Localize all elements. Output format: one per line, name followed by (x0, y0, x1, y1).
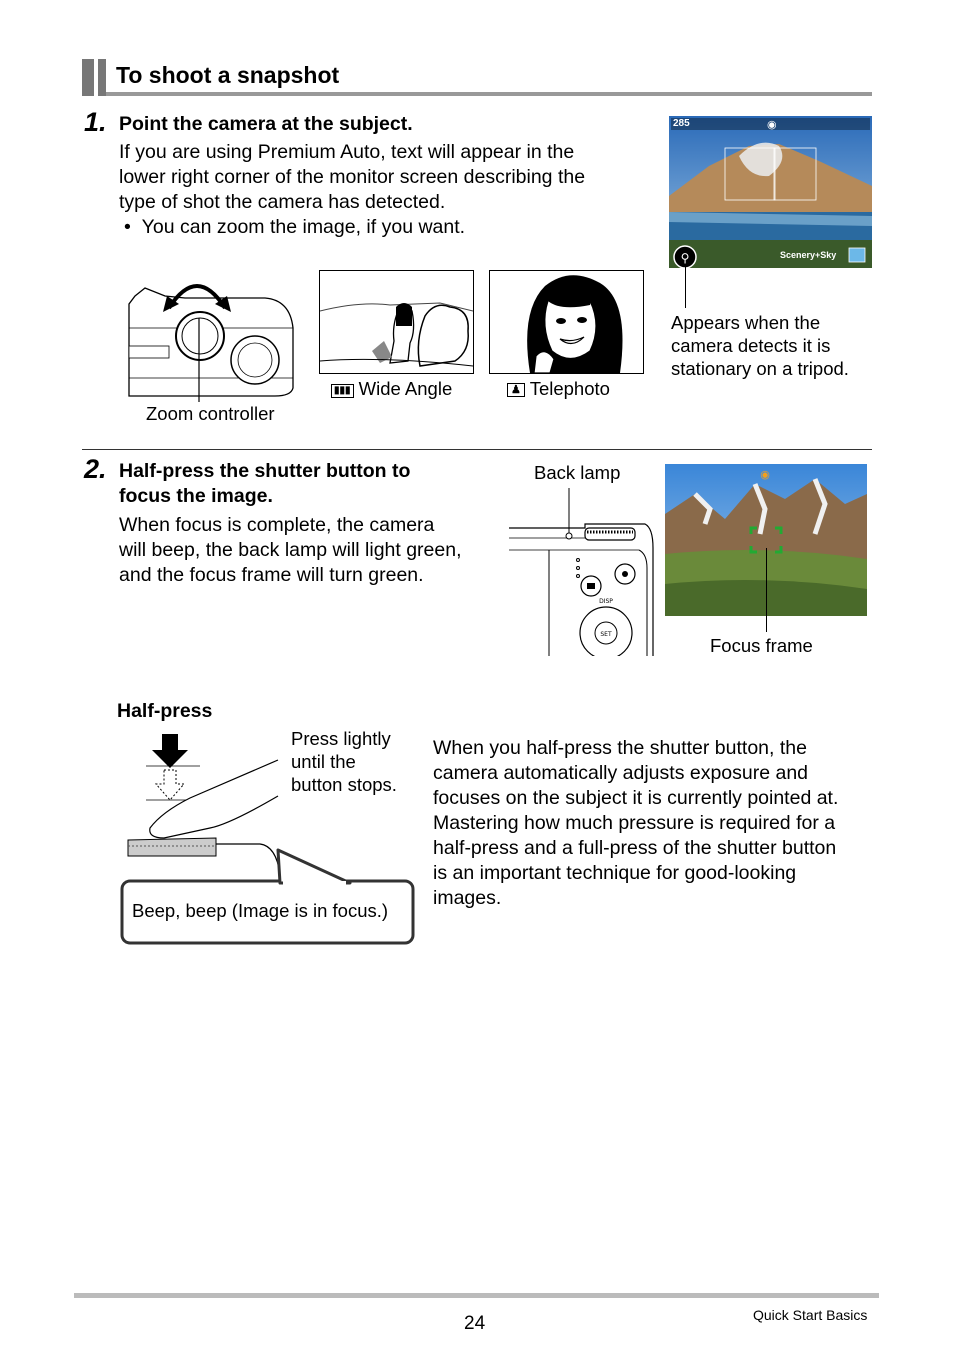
wide-angle-caption: ▮▮▮ Wide Angle (331, 378, 452, 400)
set-label: SET (600, 631, 612, 638)
wide-angle-icon: ▮▮▮ (331, 384, 354, 398)
section-title: To shoot a snapshot (116, 62, 340, 88)
telephoto-icon: ♟ (507, 383, 525, 397)
footer-rule (74, 1293, 879, 1298)
step-2-body: When focus is complete, the camera will beep, the back lamp will light green, and the focus frame will turn green. (119, 514, 462, 586)
disp-label: DISP (599, 598, 613, 605)
section-title-bar (82, 59, 872, 97)
page-number: 24 (464, 1313, 486, 1334)
svg-text:⚲: ⚲ (680, 251, 690, 265)
focus-frame-caption: Focus frame (710, 635, 813, 656)
camera-mode-icon: ◉ (767, 119, 777, 131)
step-2-heading: Half-press the shutter button to focus the image. (119, 460, 411, 507)
scene-label: Scenery+Sky (780, 250, 837, 260)
step-1-bullet: You can zoom the image, if you want. (141, 216, 466, 238)
monitor-screen-scenery (669, 116, 872, 268)
telephoto-image (489, 270, 644, 374)
step-1-heading: Point the camera at the subject. (119, 113, 413, 135)
zoom-controller-caption: Zoom controller (146, 403, 275, 424)
footer-section: Quick Start Basics (753, 1307, 868, 1323)
wide-angle-image (319, 270, 474, 374)
beep-caption: Beep, beep (Image is in focus.) (132, 900, 389, 921)
camera-back-illustration (505, 488, 655, 656)
back-lamp-caption: Back lamp (534, 462, 621, 483)
step-1-body: If you are using Premium Auto, text will appear in the lower right corner of the monitor screen describing the type of shot the camera has detected. • You can zoom the image, if you want. (119, 141, 586, 238)
zoom-controller-illustration (125, 268, 300, 404)
halfpress-heading: Half-press (117, 700, 213, 722)
tripod-caption: Appears when the camera detects it is stationary on a tripod. (671, 312, 849, 379)
step-1-number: 1. (84, 107, 107, 137)
tripod-pointer (685, 266, 686, 308)
telephoto-caption: ♟ Telephoto (507, 378, 610, 400)
step-divider (82, 449, 872, 450)
press-lightly-caption: Press lightly until the button stops. (291, 728, 397, 795)
svg-text:◉: ◉ (760, 468, 770, 481)
halfpress-paragraph: When you half-press the shutter button, the camera automatically adjusts exposure and focuses on the subject it is currently pointed at. Mastering how much pressure is required for a half-press and a full-press of the shutter button is an important technique for good-looking images. (433, 737, 839, 909)
step-2-number: 2. (84, 454, 107, 484)
focus-frame-pointer (766, 548, 767, 632)
shots-remaining: 285 (673, 118, 690, 129)
